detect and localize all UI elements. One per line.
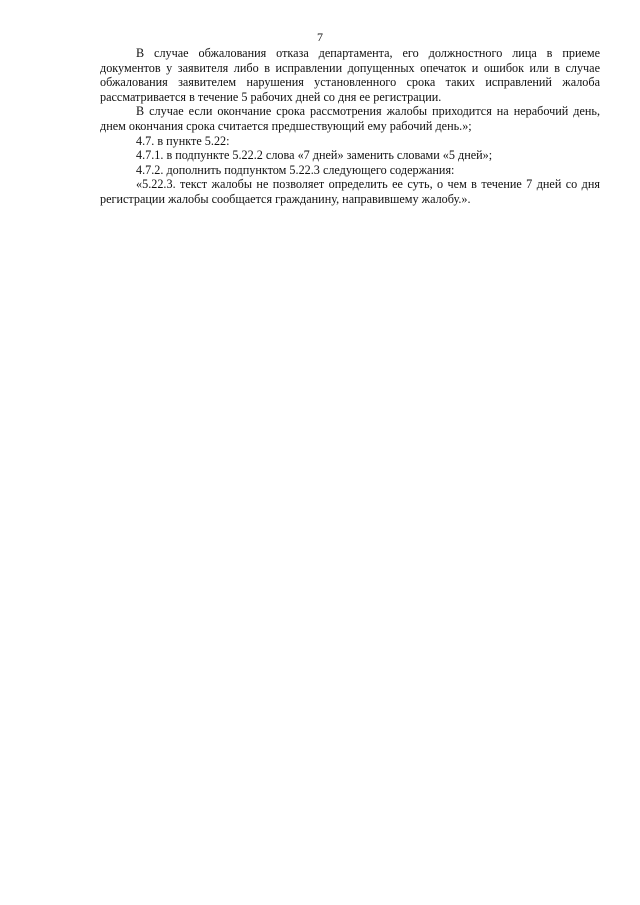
paragraph-nonworking-day: В случае если окончание срока рассмотрения жалобы приходится на нерабочий день, днем окончания срока считается предшествующий ему рабочий день.»; [100,104,600,133]
page-number: 7 [317,30,323,44]
paragraph-item-4-7-2: 4.7.2. дополнить подпунктом 5.22.3 следующего содержания: [136,162,455,177]
paragraph-appeal-refusal: В случае обжалования отказа департамента, его должностного лица в приеме документов у заявителя либо в исправлении допущенных опечаток и ошибок или в случае обжалования заявителем нарушения установленного срока таких исправлений жалоба рассматривается в течение 5 рабочих дней со дня ее регистрации. [100,46,600,104]
document-body [100,46,600,207]
paragraph-item-4-7-1: 4.7.1. в подпункте 5.22.2 слова «7 дней» заменить словами «5 дней»; [136,148,493,163]
paragraph-item-5-22-3: «5.22.3. текст жалобы не позволяет определить ее суть, о чем в течение 7 дней со дня регистрации жалобы сообщается гражданину, направившему жалобу.». [100,177,600,206]
paragraph-item-4-7: 4.7. в пункте 5.22: [136,133,230,148]
